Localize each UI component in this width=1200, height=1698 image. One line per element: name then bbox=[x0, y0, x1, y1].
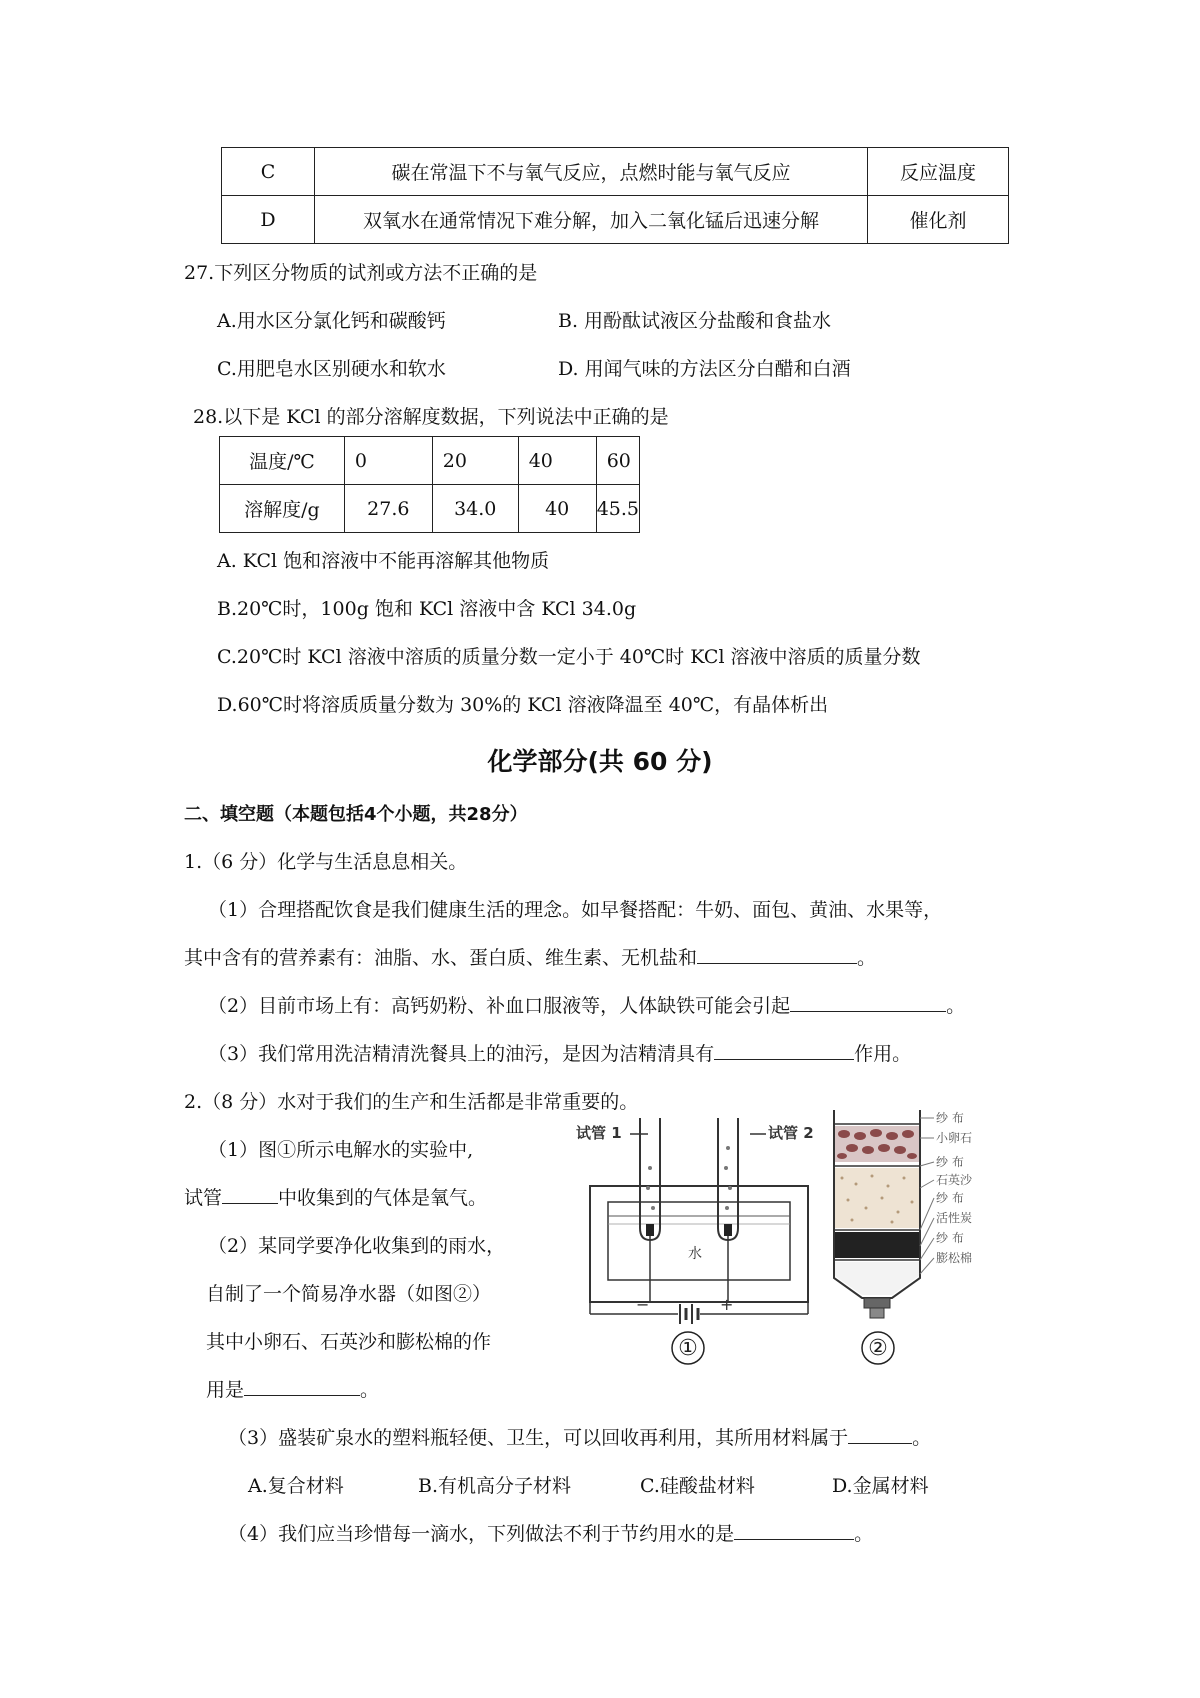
q2-part2-line1: （2）某同学要净化收集到的雨水， bbox=[208, 1235, 506, 1257]
row-d-factor: 催化剂 bbox=[868, 196, 1009, 244]
electrolysis-figure bbox=[570, 1108, 838, 1370]
q2-part1-line2: 试管 中收集到的气体是氧气。 bbox=[184, 1187, 488, 1209]
water-filter-figure bbox=[822, 1108, 1022, 1370]
answer-blank[interactable] bbox=[790, 1011, 946, 1012]
temp-header: 温度/℃ bbox=[220, 437, 345, 485]
temp-cell: 0 bbox=[344, 437, 432, 485]
q28-option-b: B.20℃时，100g 饱和 KCl 溶液中含 KCl 34.0g bbox=[217, 598, 637, 620]
q27-option-b: B. 用酚酞试液区分盐酸和食盐水 bbox=[558, 310, 832, 332]
solubility-cell: 40 bbox=[518, 485, 596, 533]
q1-part1-line1: （1）合理搭配饮食是我们健康生活的理念。如早餐搭配：牛奶、面包、黄油、水果等， bbox=[208, 899, 943, 921]
q27-option-d: D. 用闻气味的方法区分白醋和白酒 bbox=[558, 358, 851, 380]
q2-part2-line2: 自制了一个简易净水器（如图②） bbox=[206, 1283, 492, 1305]
layer-label: 活性炭 bbox=[936, 1211, 973, 1225]
layer-label: 纱 布 bbox=[936, 1155, 964, 1169]
water-label: 水 bbox=[688, 1246, 702, 1262]
section-heading: 二、填空题（本题包括4个小题，共28分） bbox=[184, 804, 528, 825]
solubility-cell: 45.5 bbox=[596, 485, 639, 533]
answer-blank[interactable] bbox=[244, 1395, 360, 1396]
q2-part1-line1: （1）图①所示电解水的实验中, bbox=[208, 1139, 474, 1161]
q2-part2-line3: 其中小卵石、石英沙和膨松棉的作 bbox=[206, 1331, 492, 1353]
q1-part2: （2）目前市场上有：高钙奶粉、补血口服液等，人体缺铁可能会引起 。 bbox=[208, 995, 966, 1017]
q27-option-c: C.用肥皂水区别硬水和软水 bbox=[217, 358, 446, 380]
temp-cell: 60 bbox=[596, 437, 639, 485]
q27-option-a: A.用水区分氯化钙和碳酸钙 bbox=[217, 310, 446, 332]
solubility-table bbox=[219, 436, 640, 533]
layer-label: 石英沙 bbox=[936, 1173, 973, 1187]
q2-part3-option-d: D.金属材料 bbox=[832, 1475, 929, 1497]
tube1-label: 试管 1 bbox=[576, 1124, 622, 1142]
q1-part1-line2: 其中含有的营养素有：油脂、水、蛋白质、维生素、无机盐和 。 bbox=[184, 947, 877, 969]
solubility-header: 溶解度/g bbox=[220, 485, 345, 533]
row-c-fact: 碳在常温下不与氧气反应，点燃时能与氧气反应 bbox=[315, 148, 868, 196]
solubility-cell: 34.0 bbox=[432, 485, 518, 533]
row-d-fact: 双氧水在通常情况下难分解，加入二氧化锰后迅速分解 bbox=[315, 196, 868, 244]
q2-part4: （4）我们应当珍惜每一滴水，下列做法不利于节约用水的是 。 bbox=[228, 1523, 874, 1545]
q28-stem: 28.以下是 KCl 的部分溶解度数据，下列说法中正确的是 bbox=[193, 406, 669, 428]
answer-blank[interactable] bbox=[222, 1203, 278, 1204]
q2-part3: （3）盛装矿泉水的塑料瓶轻便、卫生，可以回收再利用，其所用材料属于 。 bbox=[228, 1427, 932, 1449]
layer-label: 纱 布 bbox=[936, 1191, 964, 1205]
part-title: 化学部分(共 60 分) bbox=[487, 747, 713, 776]
q28-option-a: A. KCl 饱和溶液中不能再溶解其他物质 bbox=[217, 550, 550, 572]
q2-part3-option-b: B.有机高分子材料 bbox=[418, 1475, 572, 1497]
answer-blank[interactable] bbox=[714, 1059, 854, 1060]
q1-part3: （3）我们常用洗洁精清洗餐具上的油污，是因为洁精清具有 作用。 bbox=[208, 1043, 912, 1065]
q2-part2-line4: 用是 。 bbox=[206, 1379, 380, 1401]
q1-stem: 1.（6 分）化学与生活息息相关。 bbox=[184, 851, 468, 873]
q2-stem: 2.（8 分）水对于我们的生产和生活都是非常重要的。 bbox=[184, 1091, 639, 1113]
test-tube-1 bbox=[640, 1118, 660, 1240]
row-c-factor: 反应温度 bbox=[868, 148, 1009, 196]
answer-blank[interactable] bbox=[848, 1443, 912, 1444]
layer-label: 纱 布 bbox=[936, 1231, 964, 1245]
layer-label: 膨松棉 bbox=[936, 1251, 973, 1265]
temp-cell: 40 bbox=[518, 437, 596, 485]
answer-blank[interactable] bbox=[697, 963, 857, 964]
figure1-caption: ① bbox=[678, 1336, 698, 1361]
test-tube-2 bbox=[718, 1118, 738, 1240]
temp-cell: 20 bbox=[432, 437, 518, 485]
layer-label: 小卵石 bbox=[936, 1131, 973, 1145]
layer-label: 纱 布 bbox=[936, 1111, 964, 1125]
comparison-table bbox=[221, 147, 1009, 244]
minus-label: − bbox=[636, 1295, 650, 1314]
q2-part3-option-a: A.复合材料 bbox=[248, 1475, 344, 1497]
water-basin bbox=[590, 1186, 808, 1302]
row-c-letter: C bbox=[222, 148, 315, 196]
figure2-caption: ② bbox=[868, 1336, 888, 1361]
solubility-cell: 27.6 bbox=[344, 485, 432, 533]
q27-stem: 27.下列区分物质的试剂或方法不正确的是 bbox=[184, 262, 538, 284]
tube2-label: 试管 2 bbox=[768, 1124, 814, 1142]
q28-option-d: D.60℃时将溶质质量分数为 30%的 KCl 溶液降温至 40℃，有晶体析出 bbox=[217, 694, 829, 716]
plus-label: + bbox=[720, 1295, 734, 1314]
q28-option-c: C.20℃时 KCl 溶液中溶质的质量分数一定小于 40℃时 KCl 溶液中溶质的质量分数 bbox=[217, 646, 921, 668]
row-d-letter: D bbox=[222, 196, 315, 244]
answer-blank[interactable] bbox=[734, 1539, 854, 1540]
q2-part3-option-c: C.硅酸盐材料 bbox=[640, 1475, 755, 1497]
